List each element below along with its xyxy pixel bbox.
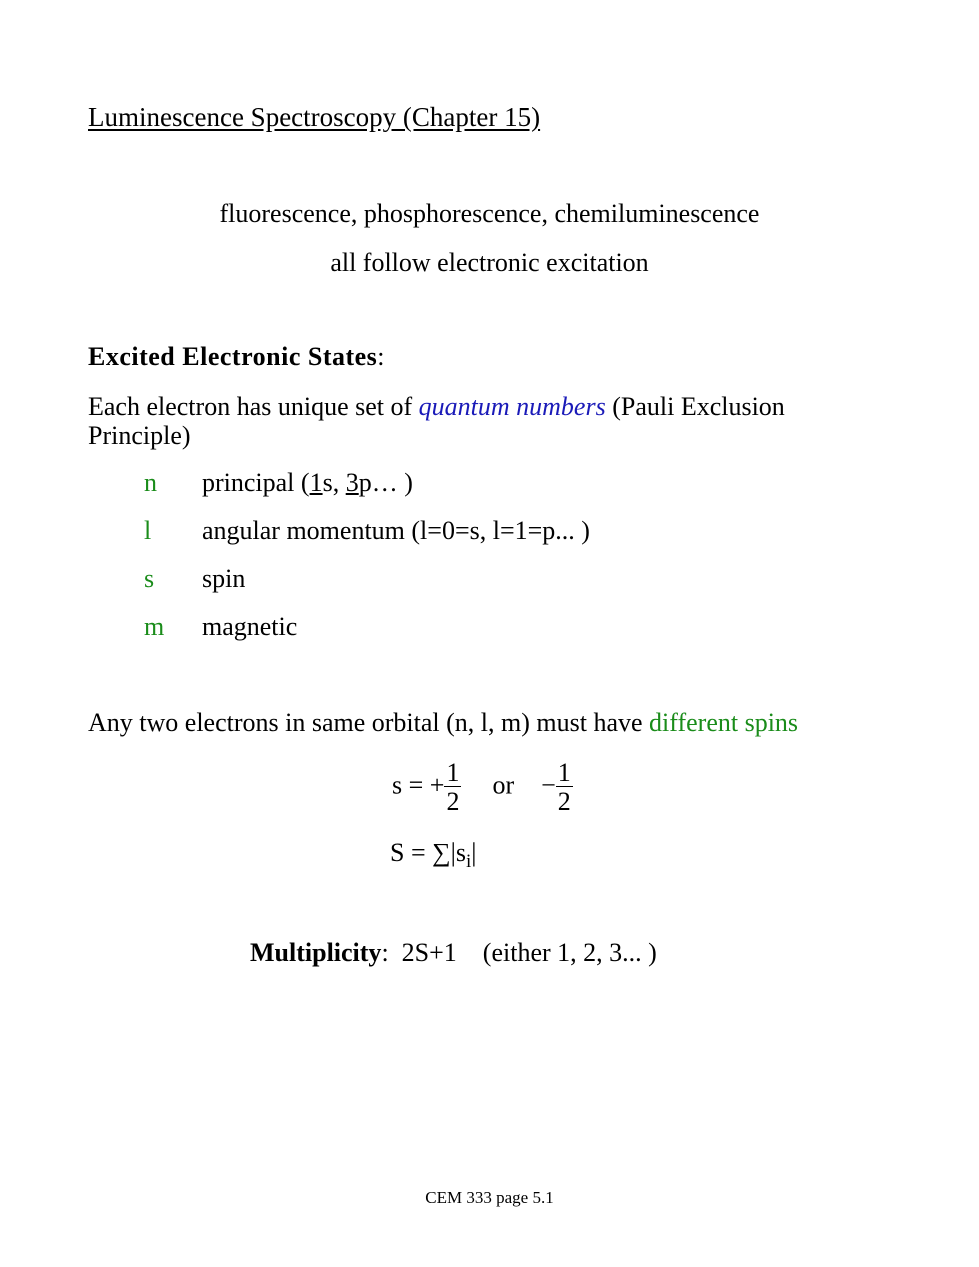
spin-eq-minus: − <box>541 770 556 800</box>
qn-desc: angular momentum (l=0=s, l=1=p... ) <box>202 516 590 545</box>
pauli-paragraph <box>88 392 888 450</box>
para-suffix: (Pauli Exclusion Principle) <box>88 392 785 450</box>
qn-desc <box>202 468 413 497</box>
qn-row-l <box>144 516 590 546</box>
qn-symbol: l <box>144 516 152 545</box>
multiplicity-label: Multiplicity <box>250 938 382 967</box>
fraction-denominator: 2 <box>557 787 571 816</box>
quantum-numbers-term: quantum numbers <box>418 392 606 421</box>
total-spin-subscript: i <box>465 851 472 872</box>
spin-rule-highlight: different spins <box>649 708 799 737</box>
spin-eq-or: or <box>492 770 515 800</box>
qn-desc-u2: 3 <box>345 468 359 497</box>
section-heading-text: Excited Electronic States <box>88 342 378 371</box>
qn-desc-pre: principal ( <box>202 468 310 497</box>
qn-symbol: s <box>144 564 155 593</box>
qn-row-s <box>144 564 245 594</box>
spin-equation <box>392 760 573 815</box>
qn-symbol: m <box>144 612 165 641</box>
total-spin-rhs: | <box>471 838 477 867</box>
qn-desc: magnetic <box>202 612 298 641</box>
total-spin-lhs: S = ∑|s <box>390 838 466 867</box>
para-prefix: Each electron has unique set of <box>88 392 419 421</box>
section-heading <box>88 342 385 372</box>
qn-desc-post: p… ) <box>358 468 413 497</box>
multiplicity-line <box>250 938 657 968</box>
multiplicity-colon: : <box>381 938 389 967</box>
intro-line-1: fluorescence, phosphorescence, chemiluminescence <box>219 199 760 228</box>
page-title: Luminescence Spectroscopy (Chapter 15) <box>88 102 541 132</box>
fraction-half-positive <box>444 760 461 815</box>
qn-desc-mid: s, <box>322 468 346 497</box>
fraction-half-negative <box>556 760 573 815</box>
spin-rule-prefix: Any two electrons in same orbital (n, l, m) must have <box>88 708 650 737</box>
qn-row-m <box>144 612 297 642</box>
qn-desc: spin <box>202 564 246 593</box>
multiplicity-formula: 2S+1 <box>401 938 457 967</box>
fraction-denominator: 2 <box>446 787 460 816</box>
intro-line-2: all follow electronic excitation <box>330 248 649 277</box>
fraction-numerator: 1 <box>446 758 460 787</box>
fraction-numerator: 1 <box>557 758 571 787</box>
total-spin-equation <box>390 838 476 873</box>
qn-row-n <box>144 468 413 498</box>
qn-symbol: n <box>144 468 157 497</box>
section-heading-colon: : <box>377 342 385 371</box>
multiplicity-note: (either 1, 2, 3... ) <box>482 938 657 967</box>
spin-rule <box>88 708 798 738</box>
page-footer: CEM 333 page 5.1 <box>425 1188 554 1207</box>
qn-desc-u1: 1 <box>309 468 323 497</box>
spin-eq-lhs: s = + <box>392 770 445 800</box>
